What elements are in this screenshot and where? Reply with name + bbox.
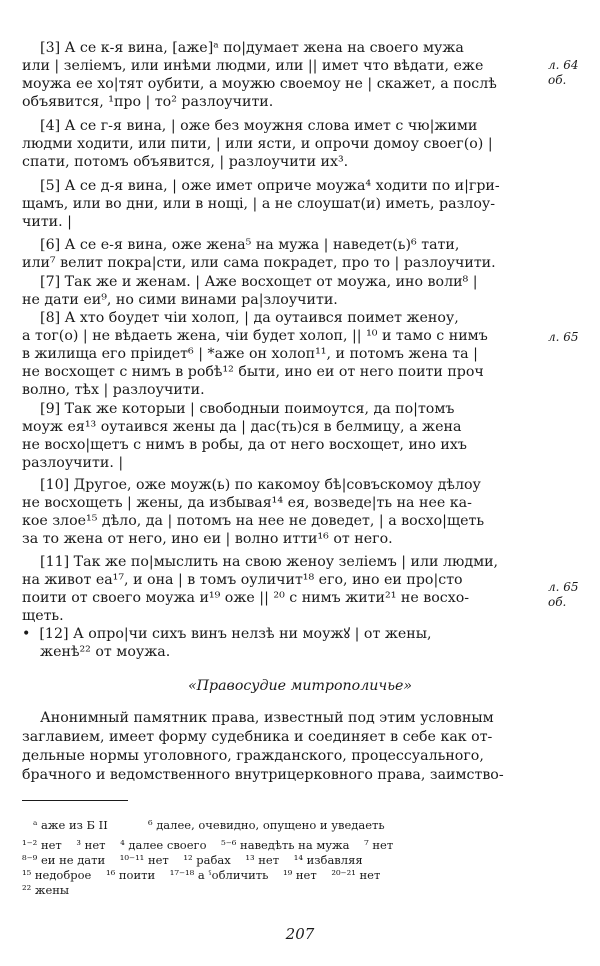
text-line: волно, тѣх | разлоучити. — [22, 382, 205, 398]
text-line: не дати еи⁹, но сими винами ра|злоучити. — [22, 292, 338, 308]
intro-line: Анонимный памятник права, известный под этим условным — [22, 710, 494, 726]
text-line: [8] А хто боудет чiи холоп, | да оутаився поимет женоу, — [22, 310, 459, 326]
text-line: щеть. — [22, 608, 64, 624]
text-line: [11] Так же по|мыслить на свою женоу зелiемъ | или людми, — [22, 554, 499, 570]
margin-note: л. 65 — [548, 580, 579, 594]
footnote-line: ⁸⁻⁹ еи не дати ¹⁰⁻¹¹ нет ¹² рабах ¹³ нет ¹⁴ избавляя — [22, 853, 363, 867]
text-line: за то жена от него, ино еи | волно итти¹⁶ от него. — [22, 531, 393, 547]
text-line: [5] А се д-я вина, | оже имет оприче моужа⁴ ходити по и|гри- — [22, 178, 500, 194]
text-line: спати, потомъ объявится, | разлоучити их³. — [22, 154, 349, 170]
text-line: [10] Другое, оже моуж(ь) по какомоу бѣ|совъскомоу дѣлоу — [22, 477, 481, 493]
text-line: или⁷ велит покра|сти, или сама покрадет, про то | разлоучити. — [22, 255, 496, 271]
text-line: женѣ²² от моужа. — [22, 644, 171, 660]
text-line: не восхощет с нимъ в робѣ¹² быти, ино еи от него поити проч — [22, 364, 484, 380]
margin-note: л. 64 — [548, 58, 579, 72]
margin-note: л. 65 — [548, 330, 579, 344]
margin-note: об. — [548, 595, 567, 609]
text-line: моуж ея¹³ оутаився жены да | дас(ть)ся в белмицу, а жена — [22, 419, 462, 435]
footnote-line: ¹⁻² нет ³ нет ⁴ далее своего ⁵⁻⁶ наведѣть на мужа ⁷ нет — [22, 838, 394, 852]
text-line: не восхо|щетъ с нимъ в робы, да от него восхощет, ино ихъ — [22, 437, 467, 453]
text-line: разлоучити. | — [22, 455, 124, 471]
text-line: или | зелiемъ, или инѣми людми, или || имет что вѣдати, еже — [22, 58, 484, 74]
text-line: [6] А се е-я вина, оже жена⁵ на мужа | наведет(ь)⁶ тати, — [22, 237, 460, 253]
text-line: кое злое¹⁵ дѣло, да | потомъ на нее не доведет, | а восхо|щеть — [22, 513, 485, 529]
text-line: на живот еа¹⁷, и она | в томъ оуличит¹⁸ его, ино еи про|сто — [22, 572, 463, 588]
text-line: моужа ее хо|тят оубити, а моужю своемоу не | скажет, а послѣ — [22, 76, 497, 92]
text-line: [3] А се к-я вина, [аже]ᵃ по|думает жена на своего мужа — [22, 40, 464, 56]
text-line: в жилища его прiидет⁶ | *аже он холоп¹¹, и потомъ жена та | — [22, 346, 478, 362]
intro-line: брачного и ведомственного внутрицерковного права, заимство- — [22, 767, 504, 783]
text-line: поити от своего моужа и¹⁹ оже || ²⁰ с нимъ жити²¹ не восхо- — [22, 590, 470, 606]
section-heading: «Правосудие митрополичье» — [187, 678, 413, 694]
footnote-line: ²² жены — [22, 883, 70, 897]
text-line: щамъ, или во дни, или в нощi, | а не слоушат(и) иметь, разлоу- — [22, 196, 496, 212]
text-line: [4] А се г-я вина, | оже без моужня слова имет с чю|жими — [22, 118, 478, 134]
footnote-rule — [22, 800, 128, 801]
margin-note: об. — [548, 73, 567, 87]
text-line: объявится, ¹про | то² разлоучити. — [22, 94, 274, 110]
text-line: [7] Так же и женам. | Аже восхощет от моужа, ино воли⁸ | — [22, 274, 478, 290]
footnote-line: ¹⁵ недоброе ¹⁶ поити ¹⁷⁻¹⁸ а ˁобличить ¹⁹ нет ²⁰⁻²¹ нет — [22, 868, 381, 882]
intro-line: дельные нормы уголовного, гражданского, процессуального, — [22, 748, 484, 764]
intro-line: заглавием, имеет форму судебника и соединяет в себе как от- — [22, 729, 493, 745]
page-number: 207 — [285, 925, 315, 943]
footnote-line: ᵃ аже из Б II ⁶ далее, очевидно, опущено и уведаеть — [22, 818, 385, 832]
text-line: • [12] А опро|чи сихъ винъ нелзѣ ни моужꙋ | от жены, — [22, 626, 432, 642]
text-line: людми ходити, или пити, | или ясти, и опрочи домоу своег(о) | — [22, 136, 493, 152]
text-line: [9] Так же которыи | свободныи поимоутся, да по|томъ — [22, 401, 455, 417]
text-line: чити. | — [22, 214, 72, 230]
text-line: не восхощеть | жены, да избывая¹⁴ ея, возведе|ть на нее ка- — [22, 495, 472, 511]
text-line: а тог(о) | не вѣдаеть жена, чiи будет холоп, || ¹⁰ и тамо с нимъ — [22, 328, 488, 344]
